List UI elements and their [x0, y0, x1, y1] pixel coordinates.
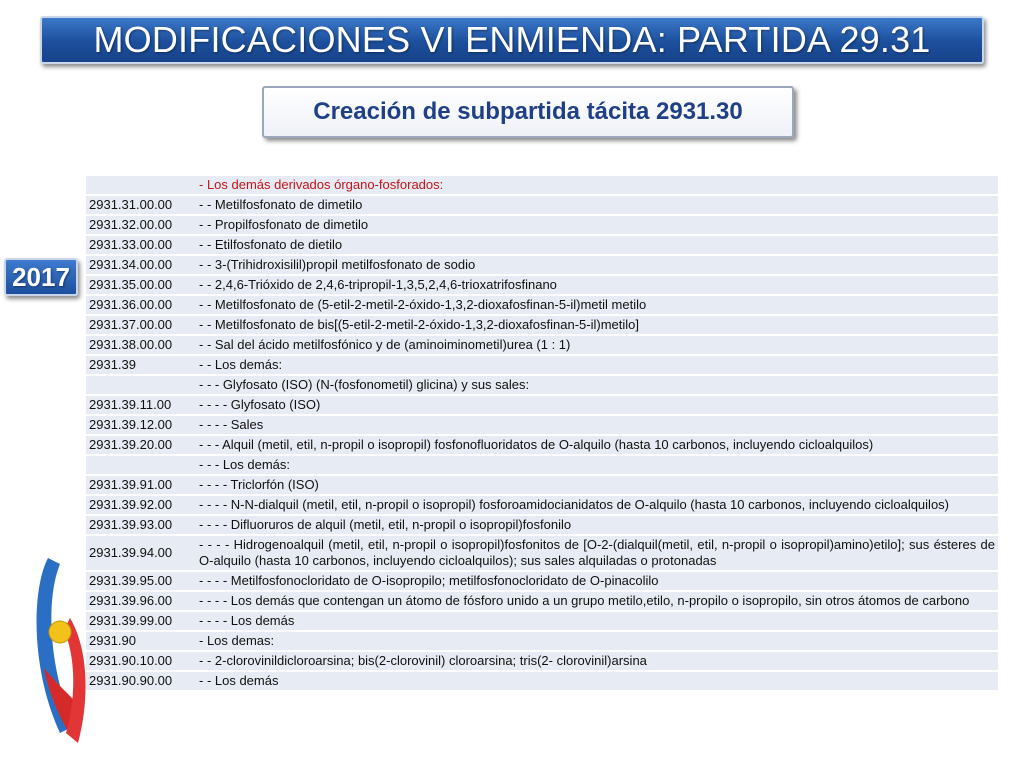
tariff-code: 2931.39.91.00: [86, 476, 196, 494]
table-row: [86, 572, 998, 590]
table-row: [86, 476, 998, 494]
tariff-description: - - - Alquil (metil, etil, n-propil o isopropil) fosfonofluoridatos de O-alquilo (hasta 10 carbonos, incluyendo cicloalquilos): [196, 436, 998, 454]
table-row: [86, 216, 998, 234]
tariff-description: - - - - Glyfosato (ISO): [196, 396, 998, 414]
tariff-code: 2931.39.11.00: [86, 396, 196, 414]
tariff-description: - - 3-(Trihidroxisilil)propil metilfosfonato de sodio: [196, 256, 998, 274]
tariff-code: 2931.90.90.00: [86, 672, 196, 690]
tariff-code: 2931.38.00.00: [86, 336, 196, 354]
tariff-description: - - Metilfosfonato de bis[(5-etil-2-metil-2-óxido-1,3,2-dioxafosfinan-5-il)metilo]: [196, 316, 998, 334]
tariff-code: 2931.32.00.00: [86, 216, 196, 234]
year-badge: 2017: [4, 258, 78, 296]
tariff-code: 2931.39.96.00: [86, 592, 196, 610]
tariff-code: 2931.39: [86, 356, 196, 374]
tariff-code: [86, 376, 196, 394]
tariff-description: - - Etilfosfonato de dietilo: [196, 236, 998, 254]
tariff-description: - - - - Difluoruros de alquil (metil, etil, n-propil o isopropil)fosfonilo: [196, 516, 998, 534]
tariff-description: - - - - Triclorfón (ISO): [196, 476, 998, 494]
tariff-code: 2931.39.94.00: [86, 536, 196, 570]
table-row: [86, 296, 998, 314]
tariff-description: - - - - Hidrogenoalquil (metil, etil, n-propil o isopropil)fosfonitos de [O-2-(dialquil(metil, etil, n-propil o isopropil)amino)etilo]; sus ésteres de O-alquilo (hasta 10 carbonos, incluyendo cicloalquilos); sus sales alquiladas o protonadas: [196, 536, 998, 570]
table-row: [86, 496, 998, 514]
tariff-code: 2931.90.10.00: [86, 652, 196, 670]
table-header-row: [86, 176, 998, 194]
tariff-description: - - Propilfosfonato de dimetilo: [196, 216, 998, 234]
table-row: [86, 516, 998, 534]
tariff-description: - - 2-clorovinildicloroarsina; bis(2-clorovinil) cloroarsina; tris(2- clorovinil)arsina: [196, 652, 998, 670]
tariff-description: - - - Glyfosato (ISO) (N-(fosfonometil) glicina) y sus sales:: [196, 376, 998, 394]
table-row: [86, 672, 998, 690]
tariff-description: - - Metilfosfonato de (5-etil-2-metil-2-óxido-1,3,2-dioxafosfinan-5-il)metil metilo: [196, 296, 998, 314]
table-row: [86, 592, 998, 610]
table-row: [86, 612, 998, 630]
tariff-code: 2931.33.00.00: [86, 236, 196, 254]
tariff-code: 2931.39.12.00: [86, 416, 196, 434]
tariff-description: - Los demás derivados órgano-fosforados:: [196, 176, 998, 194]
tariff-description: - Los demas:: [196, 632, 998, 650]
table-row: [86, 236, 998, 254]
table-row: [86, 436, 998, 454]
tariff-code: 2931.39.20.00: [86, 436, 196, 454]
table-row: [86, 396, 998, 414]
table-row: [86, 256, 998, 274]
tariff-description: - - - - Los demás: [196, 612, 998, 630]
tariff-code: 2931.39.99.00: [86, 612, 196, 630]
tariff-code: 2931.39.95.00: [86, 572, 196, 590]
tariff-code: [86, 456, 196, 474]
table-row: [86, 456, 998, 474]
table-row: [86, 336, 998, 354]
table-row: [86, 376, 998, 394]
tariff-description: - - - - Sales: [196, 416, 998, 434]
tariff-description: - - Sal del ácido metilfosfónico y de (aminoiminometil)urea (1 : 1): [196, 336, 998, 354]
tariff-description: - - - Los demás:: [196, 456, 998, 474]
table-row: [86, 196, 998, 214]
tariff-description: - - - - N-N-dialquil (metil, etil, n-propil o isopropil) fosforoamidocianidatos de O-alquilo (hasta 10 carbonos, incluyendo cicloalquilos): [196, 496, 998, 514]
tariff-code: 2931.34.00.00: [86, 256, 196, 274]
tariff-description: - - Metilfosfonato de dimetilo: [196, 196, 998, 214]
tariff-description: - - Los demás: [196, 672, 998, 690]
tariff-code: 2931.39.92.00: [86, 496, 196, 514]
tariff-code: 2931.36.00.00: [86, 296, 196, 314]
tariff-table: [86, 174, 998, 692]
logo-icon: [30, 548, 92, 748]
tariff-description: - - Los demás:: [196, 356, 998, 374]
tariff-code: 2931.37.00.00: [86, 316, 196, 334]
table-row: [86, 356, 998, 374]
tariff-code: 2931.31.00.00: [86, 196, 196, 214]
tariff-code: 2931.35.00.00: [86, 276, 196, 294]
subtitle: Creación de subpartida tácita 2931.30: [262, 86, 794, 138]
tariff-code: [86, 176, 196, 194]
table-row: [86, 416, 998, 434]
tariff-description: - - 2,4,6-Trióxido de 2,4,6-tripropil-1,3,5,2,4,6-trioxatrifosfinano: [196, 276, 998, 294]
table-row: [86, 276, 998, 294]
table-row: [86, 536, 998, 570]
tariff-code: 2931.39.93.00: [86, 516, 196, 534]
table-row: [86, 652, 998, 670]
page-title: MODIFICACIONES VI ENMIENDA: PARTIDA 29.31: [40, 16, 984, 64]
tariff-code: 2931.90: [86, 632, 196, 650]
table-row: [86, 632, 998, 650]
tariff-description: - - - - Metilfosfonocloridato de O-isopropilo; metilfosfonocloridato de O-pinacolilo: [196, 572, 998, 590]
table-row: [86, 316, 998, 334]
tariff-description: - - - - Los demás que contengan un átomo de fósforo unido a un grupo metilo,etilo, n-propilo o isopropilo, sin otros átomos de carbono: [196, 592, 998, 610]
